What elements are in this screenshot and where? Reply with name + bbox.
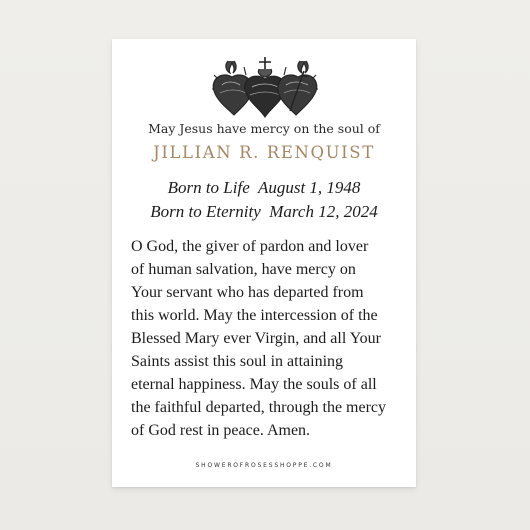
prayer-line: Your servant who has departed from bbox=[131, 284, 364, 301]
prayer-line: Blessed Mary ever Virgin, and all Your bbox=[131, 330, 381, 347]
prayer-line: O God, the giver of pardon and lover bbox=[131, 238, 369, 255]
prayer-line: Saints assist this soul in attaining bbox=[131, 353, 344, 370]
birth-date-line: Born to Life August 1, 1948 bbox=[167, 178, 361, 197]
prayer-line: the faithful departed, through the mercy bbox=[131, 399, 387, 416]
prayer-line: eternal happiness. May the souls of all bbox=[131, 376, 377, 393]
deceased-name: JILLIAN R. RENQUIST bbox=[153, 143, 375, 162]
prayer-line: of human salvation, have mercy on bbox=[131, 261, 356, 278]
death-date-line: Born to Eternity March 12, 2024 bbox=[150, 202, 378, 221]
prayer-card bbox=[112, 39, 416, 487]
three-sacred-hearts-icon bbox=[204, 55, 326, 119]
intro-line: May Jesus have mercy on the soul of bbox=[148, 121, 380, 136]
prayer-text bbox=[131, 235, 413, 442]
life-dates bbox=[112, 176, 416, 224]
prayer-line: this world. May the intercession of the bbox=[131, 307, 378, 324]
shop-website: SHOWEROFROSESSHOPPE.COM bbox=[195, 462, 333, 469]
prayer-line: of God rest in peace. Amen. bbox=[131, 422, 311, 439]
